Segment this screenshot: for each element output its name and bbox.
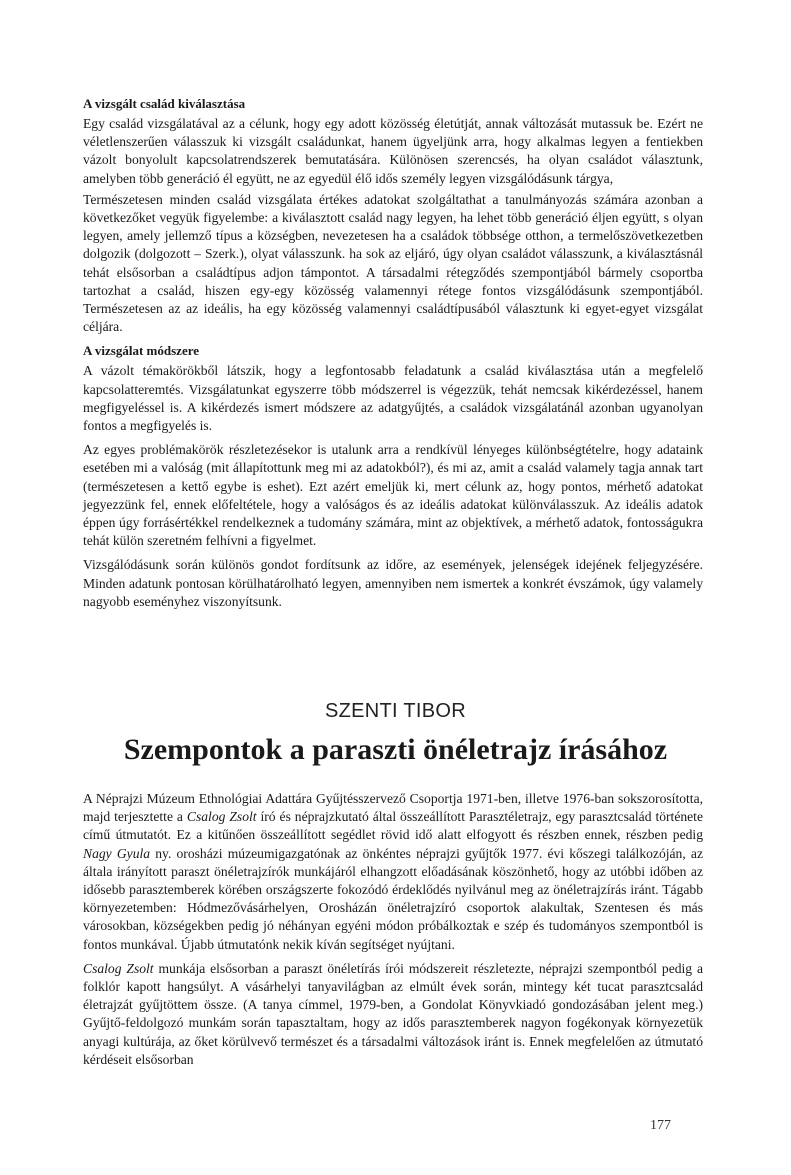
paragraph: Vizsgálódásunk során különös gondot fordítsunk az időre, az események, jelenségek idejének feljegyzésére. Minden adatunk pontosan körülhatárolható legyen, amennyiben nem ismertek a konkrét évszámok, úgy valamely nagyobb eseményhez viszonyítsunk. — [83, 557, 703, 609]
italic-name: Csalog Zsolt — [186, 809, 257, 825]
article-body — [83, 790, 703, 1072]
page-number: 177 — [650, 1118, 671, 1133]
paragraph: Természetesen minden család vizsgálata értékes adatokat szolgáltathat a tanulmányozás számára azonban a következőket vegyük figyelembe: a kiválasztott család nagy legyen, ha lehet több generáció éljen együtt, s olyan legyen, amely jellemző típus a községben, nevezetesen ha a családok többsége otthon, a termelőszövetkezetben dolgozik (dolgozott – Szerk.), olyat válasszunk. ha sok az eljáró, úgy olyan családot válasszunk, a kiválasztásnál tehát elsősorban a családtípus adjon támpontot. A társadalmi rétegződés szempontjából bármely csoportba tartozhat a család, hiszen egy-egy közösség valamennyi rétege fontos vizsgálódásunk szempontjából. Természetesen az az ideális, ha egy közösség valamennyi családtípusából választunk ki egyet-egyet vizsgálat céljára. — [83, 191, 703, 335]
paragraph: Az egyes problémakörök részletezésekor is utalunk arra a rendkívül lényeges különbségtételre, hogy adataink esetében mi a valóság (mit állapítottunk meg mi az adatokból?), és mi az, amit a család valamely tagja annak tart (természetesen a kettő egybe is eshet). Ezt azért emeljük ki, mert célunk az, hogy pontos, mérhető adatokat jegyezzünk fel, ennek előfeltétele, hogy a valóságos és az ideális adatokat különválasszuk. Az ideális adatok éppen úgy forrásértékkel rendelkeznek a tudomány számára, mint az objektívek, a mérhető adatok, fontosságukra tehát külön szeretném felhívni a figyelmet. — [83, 442, 703, 549]
italic-name: Nagy Gyula — [83, 845, 151, 861]
text-run: munkája elsősorban a paraszt önéletírás írói módszereit részletezte, néprajzi szempontból pedig a folklór kapott hangsúlyt. A vásárhelyi tanyavilágban az elmúlt évek során, mintegy két tucat parasztcsalád életrajzát gyűjtöttem össze. (A tanya címmel, 1979-ben, a Gondolat Könyvkiadó gondozásában jelent meg.) Gyűjtő-feldolgozó munkám során tapasztaltam, hogy az idős parasztemberek nagyon fogékonyak környezetük anyagi kultúrája, az őket körülvevő természet és a társadalmi változások iránt is. Ennek megfelelően az útmutató kérdéseit elsősorban — [83, 960, 703, 1067]
section-heading-method: A vizsgálat módszere — [83, 343, 200, 359]
paragraph: A vázolt témakörökből látszik, hogy a legfontosabb feladatunk a család kiválasztása után a megfelelő kapcsolatteremtés. Vizsgálatunkat egyszerre több módszerrel is végezzük, tehát nemcsak kikérdezéssel, hanem megfigyeléssel is. A kikérdezés ismert módszere az adatgyűjtés, a családok vizsgálatánál azonban ugyanolyan fontos a megfigyelés is. — [83, 363, 703, 434]
section-heading-family-selection: A vizsgált család kiválasztása — [83, 96, 246, 111]
text-run: A Néprajzi Múzeum Ethnológiai Adattára Gyűjtésszervező Csoportja 1971-ben, illetve 1976-ban sokszorosította, majd terjesztette a — [83, 791, 703, 825]
article-author: SZENTI TIBOR — [324, 700, 467, 722]
text-run: író és néprajzkutató által összeállított Parasztéletrajz, egy parasztcsalád története című útmutatót. Ez a kitűnően összeállított segédlet rövid idő alatt elfogyott és részben ennek, részben pedig — [83, 809, 703, 843]
page-top-block — [83, 95, 703, 614]
paragraph — [83, 960, 703, 1069]
paragraph — [83, 790, 703, 954]
text-run: ny. orosházi múzeumigazgatónak az önkéntes néprajzi gyűjtők 1977. évi kőszegi találkozóján, az általa irányított paraszt önéletrajzírók munkájáról elhangzott előadásának köszönhető, hogy az utóbbi időben az idősebb parasztemberek körében országszerte fokozódó érdeklődés nyilvánul meg az önéletrajzírás iránt. Tágabb környezetemben: Hódmezővásárhelyen, Orosházán önéletrajzíró csoportok alakultak, Szentesen és más városokban, községekben pedig jó néhányan egyéni módon próbálkoztak e szép és tudományos szempontból is fontos munkával. Újabb útmutatónk nekik kíván segítséget nyújtani. — [83, 845, 703, 952]
article-title: Szempontok a paraszti önéletrajz írásához — [123, 733, 668, 766]
italic-name: Csalog Zsolt — [83, 960, 154, 976]
paragraph: Egy család vizsgálatával az a célunk, hogy egy adott közösség életútját, annak változását mutassuk be. Ezért ne véletlenszerűen válasszuk ki vizsgált családunkat, hanem ügyeljünk arra, hogy alkalmas legyen a fentiekben vázolt bonyolult kapcsolatrendszerek bemutatására. Különösen szerencsés, ha olyan családot választunk, amelyben több generáció él együtt, ne az egyedül élő idős személy legyen vizsgálódásunk tárgya, — [83, 116, 703, 186]
